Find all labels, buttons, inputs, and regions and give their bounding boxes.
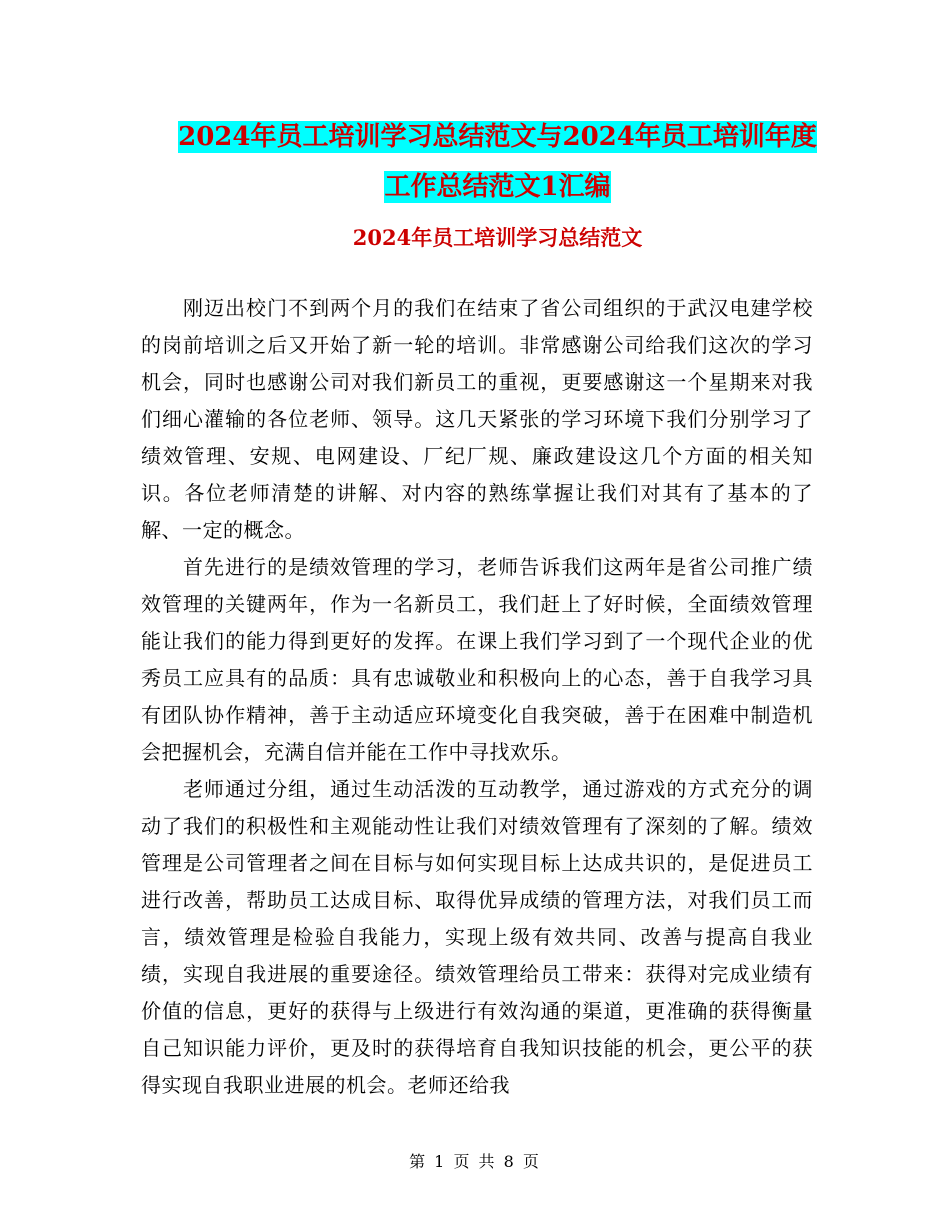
paragraph: 刚迈出校门不到两个月的我们在结束了省公司组织的于武汉电建学校的岗前培训之后又开始了新一轮的培训。非常感谢公司给我们这次的学习机会，同时也感谢公司对我们新员工的重视，更要感谢这一个星期来对我们细心灌输的各位老师、领导。这几天紧张的学习环境下我们分别学习了绩效管理、安规、电网建设、厂纪厂规、廉政建设这几个方面的相关知识。各位老师清楚的讲解、对内容的熟练掌握让我们对其有了基本的了解、一定的概念。 xyxy=(141,296,813,542)
section-title: 2024年员工培训学习总结范文 xyxy=(352,225,643,250)
page-number-footer: 第 1 页 共 8 页 xyxy=(409,1152,541,1171)
paragraph: 首先进行的是绩效管理的学习，老师告诉我们这两年是省公司推广绩效管理的关键两年，作为一名新员工，我们赶上了好时候，全面绩效管理能让我们的能力得到更好的发挥。在课上我们学习到了一个现代企业的优秀员工应具有的品质：具有忠诚敬业和积极向上的心态，善于自我学习具有团队协作精神，善于主动适应环境变化自我突破，善于在困难中制造机会把握机会，充满自信并能在工作中寻找欢乐。 xyxy=(141,555,813,764)
document-body xyxy=(141,290,813,1104)
document-title-line2: 工作总结范文1汇编 xyxy=(384,172,611,202)
document-title xyxy=(140,112,855,212)
document-title-line1: 2024年员工培训学习总结范文与2024年员工培训年度 xyxy=(178,122,817,152)
paragraph: 老师通过分组，通过生动活泼的互动教学，通过游戏的方式充分的调动了我们的积极性和主观能动性让我们对绩效管理有了深刻的了解。绩效管理是公司管理者之间在目标与如何实现目标上达成共识的，是促进员工进行改善，帮助员工达成目标、取得优异成绩的管理方法，对我们员工而言，绩效管理是检验自我能力，实现上级有效共同、改善与提高自我业绩，实现自我进展的重要途径。绩效管理给员工带来：获得对完成业绩有价值的信息，更好的获得与上级进行有效沟通的渠道，更准确的获得衡量自己知识能力评价，更及时的获得培育自我知识技能的机会，更公平的获得实现自我职业进展的机会。老师还给我 xyxy=(141,777,813,1097)
